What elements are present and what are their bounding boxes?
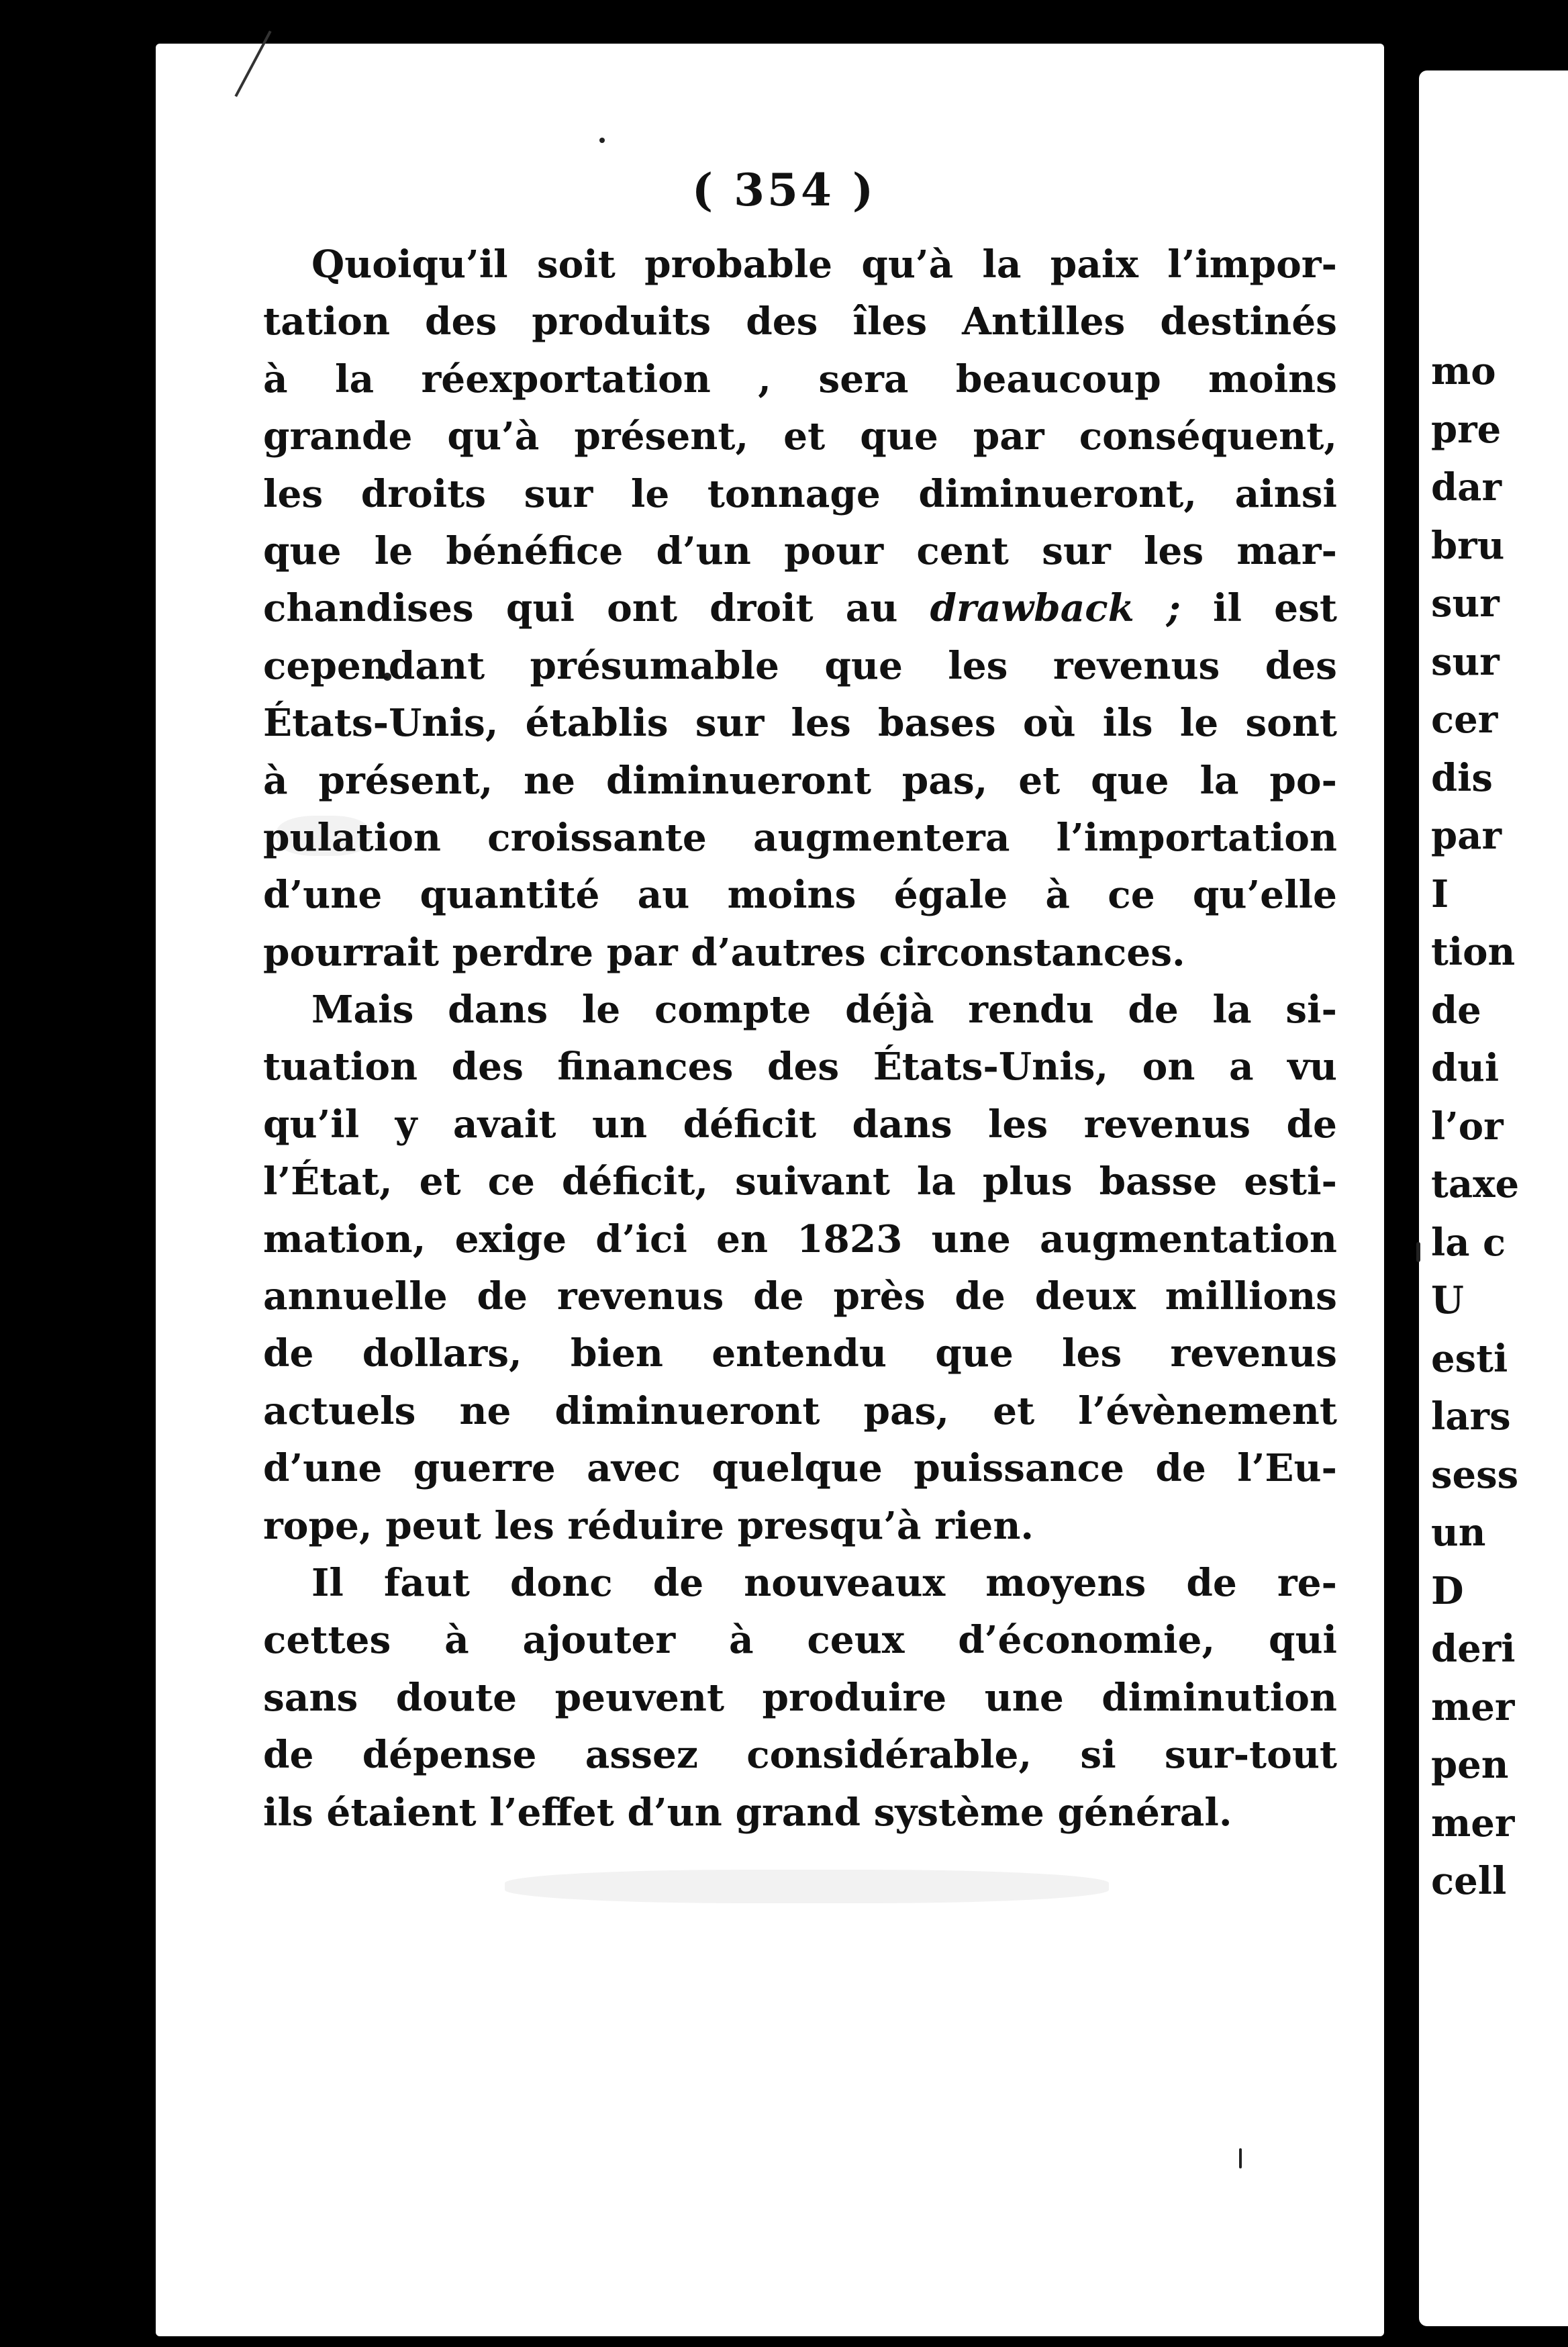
fragment-line: pen: [1431, 1743, 1509, 1787]
text-line: grande qu’à présent, et que par conséquent,: [263, 414, 1337, 459]
text-line: cependant présumable que les revenus des: [263, 643, 1337, 688]
fragment-line: par: [1431, 814, 1502, 858]
text-line: rope, peut les réduire presqu’à rien.: [263, 1503, 1034, 1548]
text-line: mation, exige d’ici en 1823 une augmentation: [263, 1216, 1337, 1261]
text-line: les droits sur le tonnage diminueront, ainsi: [263, 471, 1337, 516]
text-line: à la réexportation , sera beaucoup moins: [263, 356, 1337, 401]
text-segment: chandises qui ont droit au: [263, 586, 930, 631]
fragment-line: la c: [1431, 1220, 1506, 1265]
fragment-line: dui: [1431, 1046, 1500, 1090]
fragment-line: sur: [1431, 581, 1500, 626]
gutter: [1384, 0, 1419, 2347]
text-line: États-Unis, établis sur les bases où ils le sont: [263, 701, 1337, 746]
text-line: tuation des finances des États-Unis, on a vu: [263, 1045, 1337, 1090]
text-line: d’une quantité au moins égale à ce qu’elle: [263, 873, 1337, 918]
speck: [1416, 1242, 1420, 1262]
body-text: [263, 236, 1337, 1841]
fragment-line: esti: [1431, 1336, 1508, 1381]
text-line: annuelle de revenus de près de deux millions: [263, 1274, 1337, 1319]
fragment-line: dis: [1431, 755, 1493, 800]
text-line: pulation croissante augmentera l’importation: [263, 815, 1337, 860]
text-line: ils étaient l’effet d’un grand système général.: [263, 1790, 1232, 1835]
speck: [599, 138, 605, 143]
fragment-line: pre: [1431, 407, 1502, 452]
smudge: [505, 1870, 1109, 1903]
speck: [1239, 2148, 1242, 2168]
fragment-line: l’or: [1431, 1104, 1504, 1149]
fragment-line: U: [1431, 1278, 1464, 1323]
fragment-line: D: [1431, 1568, 1464, 1613]
text-line: que le bénéfice d’un pour cent sur les mar-: [263, 528, 1337, 573]
text-line: Il faut donc de nouveaux moyens de re-: [311, 1560, 1337, 1605]
fragment-line: de: [1431, 988, 1481, 1033]
text-line: sans doute peuvent produire une diminution: [263, 1675, 1337, 1720]
fragment-line: dar: [1431, 465, 1502, 510]
text-line: de dépense assez considérable, si sur-tout: [263, 1733, 1337, 1778]
text-line: tation des produits des îles Antilles destinés: [263, 299, 1337, 344]
text-line: cettes à ajouter à ceux d’économie, qui: [263, 1618, 1337, 1663]
text-line: à présent, ne diminueront pas, et que la po-: [263, 758, 1337, 803]
text-line: Quoiqu’il soit probable qu’à la paix l’impor-: [311, 242, 1337, 287]
fragment-line: tion: [1431, 930, 1516, 974]
adjacent-page-text: [1431, 342, 1519, 1911]
fragment-line: taxe: [1431, 1162, 1520, 1206]
text-segment: il est: [1180, 586, 1338, 631]
fragment-line: mer: [1431, 1801, 1515, 1846]
fragment-line: bru: [1431, 523, 1505, 568]
fragment-line: I: [1431, 871, 1449, 916]
text-line: pourrait perdre par d’autres circonstances.: [263, 930, 1185, 975]
text-line: actuels ne diminueront pas, et l’évènement: [263, 1388, 1337, 1433]
fragment-line: sur: [1431, 639, 1500, 684]
text-line: de dollars, bien entendu que les revenus: [263, 1331, 1337, 1376]
fragment-line: deri: [1431, 1627, 1516, 1671]
italic-term: drawback ;: [930, 586, 1181, 631]
text-line-with-italic: [263, 580, 1337, 637]
fragment-line: cer: [1431, 698, 1498, 742]
fragment-line: lars: [1431, 1394, 1511, 1439]
text-line: Mais dans le compte déjà rendu de la si-: [311, 988, 1337, 1033]
text-line: l’État, et ce déficit, suivant la plus basse esti-: [263, 1159, 1337, 1204]
fragment-line: sess: [1431, 1452, 1519, 1497]
fragment-line: cell: [1431, 1859, 1507, 1903]
text-line: d’une guerre avec quelque puissance de l’Eu-: [263, 1446, 1337, 1491]
fragment-line: un: [1431, 1511, 1486, 1555]
text-line: qu’il y avait un déficit dans les revenus de: [263, 1102, 1337, 1147]
fragment-line: mo: [1431, 349, 1496, 393]
page-number: ( 354 ): [691, 164, 877, 216]
fragment-line: mer: [1431, 1684, 1515, 1729]
